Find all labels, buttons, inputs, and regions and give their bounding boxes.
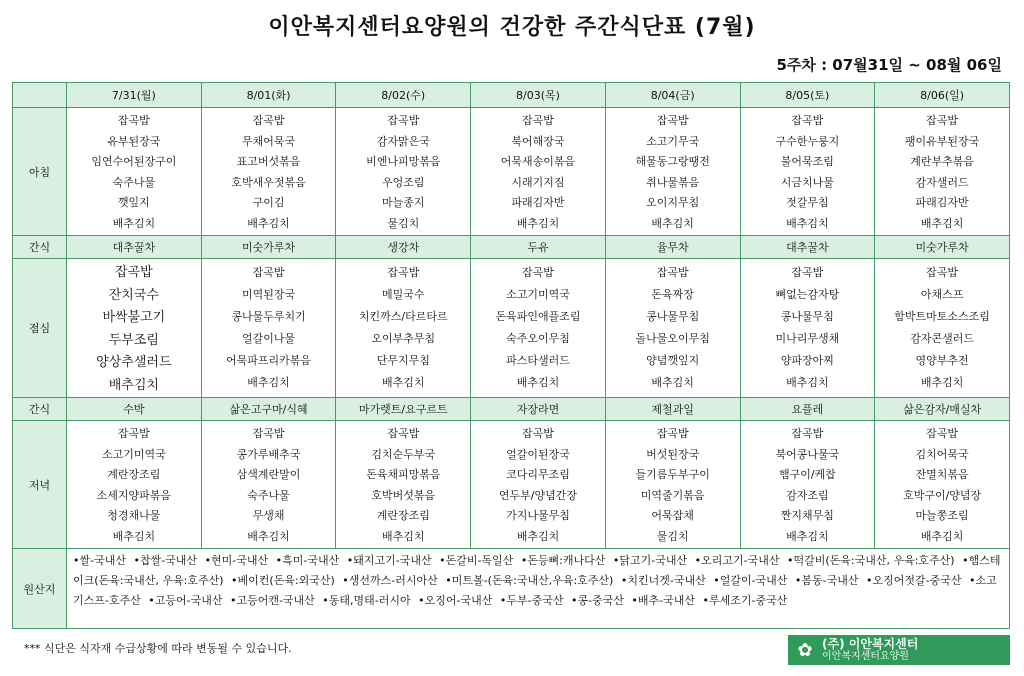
menu-item: 뼈없는감자탕 <box>775 288 840 301</box>
menu-item: 잡곡밥 <box>522 266 554 279</box>
menu-item: 해물동그랑땡전 <box>635 155 710 168</box>
menu-item: 버섯된장국 <box>646 447 700 461</box>
origin-item: •배추-국내산 <box>631 594 696 607</box>
menu-item: 짠지채무침 <box>780 509 834 522</box>
menu-item: 잡곡밥 <box>926 427 959 440</box>
center-logo <box>788 635 1010 665</box>
day-header-row <box>13 83 1010 108</box>
snack-item: 미숫가루차 <box>875 236 1010 259</box>
origin-item: •쌀-국내산 <box>73 554 126 567</box>
menu-item: 배추김치 <box>920 216 964 230</box>
menu-item: 잡곡밥 <box>252 266 285 279</box>
menu-item: 마늘종지 <box>382 196 425 209</box>
origin-item: •찹쌀-국내산 <box>133 554 198 567</box>
menu-item: 햄구이/케찹 <box>778 468 836 481</box>
menu-item: 잔멸치볶음 <box>915 468 969 481</box>
dinner-day-cell <box>201 421 336 549</box>
row-label-snack2: 간식 <box>13 398 67 421</box>
origin-item: •오징어젓갈-중국산 <box>866 574 962 587</box>
menu-item: 잡곡밥 <box>117 114 150 127</box>
logo-line1: (주) 이안복지센터 <box>822 637 919 651</box>
menu-item: 어묵잡채 <box>651 509 694 522</box>
menu-item: 미역줄기볶음 <box>640 488 705 502</box>
day-header: 8/01(화) <box>201 83 336 108</box>
menu-item: 계란장조림 <box>107 468 161 481</box>
lunch-row <box>13 259 1010 398</box>
snack-item: 미숫가루차 <box>201 236 336 259</box>
menu-item: 얼갈이된장국 <box>506 447 570 461</box>
lunch-day-cell <box>201 259 336 398</box>
menu-item: 잡곡밥 <box>522 114 554 127</box>
breakfast-day-cell <box>740 108 875 236</box>
menu-item: 어묵새송이볶음 <box>500 155 576 168</box>
menu-item: 깻잎지 <box>117 196 150 209</box>
menu-item: 함박트마토소스조림 <box>894 310 990 323</box>
lunch-day-cell <box>875 259 1010 398</box>
menu-item: 파스타샐러드 <box>506 354 570 367</box>
origin-item: •닭고기-국내산 <box>612 554 688 567</box>
menu-item: 감자조림 <box>786 488 829 502</box>
origin-item: •고등어-국내산 <box>148 594 223 607</box>
menu-item: 돌나물오이무침 <box>635 332 710 345</box>
breakfast-day-cell <box>471 108 606 236</box>
menu-item: 배추김치 <box>382 529 425 543</box>
lunch-day-cell <box>605 259 740 398</box>
menu-item: 잡곡밥 <box>252 114 285 127</box>
origin-item: •콩-중국산 <box>570 594 624 607</box>
snack2-row <box>13 398 1010 421</box>
origin-item: •동태,명태-러시아 <box>322 594 411 607</box>
menu-item: 김치어묵국 <box>915 447 969 461</box>
origin-item: •고등어캔-국내산 <box>229 594 315 607</box>
menu-item: 파래김자반 <box>915 196 969 209</box>
menu-item: 소고기무국 <box>646 134 700 148</box>
menu-item: 배추김치 <box>786 216 829 230</box>
menu-item: 배추김치 <box>786 529 829 543</box>
menu-item: 배추김치 <box>516 216 560 230</box>
week-period: 5주차 : 07월31일 ~ 08월 06일 <box>776 56 1002 74</box>
menu-item: 치킨까스/타르타르 <box>358 310 448 323</box>
lunch-day-cell <box>740 259 875 398</box>
menu-item: 배추김치 <box>516 376 560 389</box>
breakfast-day-cell <box>336 108 471 236</box>
menu-item: 잡곡밥 <box>656 266 689 279</box>
origin-item: •돼지고기-국내산 <box>346 554 432 567</box>
menu-item: 물김치 <box>387 216 420 230</box>
menu-item: 무채어묵국 <box>241 134 296 148</box>
row-label-breakfast: 아침 <box>13 108 67 236</box>
origin-row <box>13 549 1010 629</box>
snack-item: 생강차 <box>336 236 471 259</box>
menu-item: 불어묵조림 <box>780 155 834 168</box>
menu-item: 잡곡밥 <box>522 427 554 440</box>
snack-item: 제철과일 <box>605 398 740 421</box>
menu-item: 콩가루배추국 <box>236 447 301 461</box>
menu-item: 잡곡밥 <box>656 427 689 440</box>
dinner-day-cell <box>336 421 471 549</box>
menu-item: 단무지무침 <box>376 354 430 367</box>
menu-item: 코다리무조림 <box>506 468 570 481</box>
corner-cell <box>13 83 67 108</box>
menu-item: 잡곡밥 <box>791 266 824 279</box>
menu-item: 콩나물무침 <box>646 310 700 323</box>
menu-item: 시래기지짐 <box>511 175 565 189</box>
menu-item: 돈육채피망볶음 <box>366 468 441 481</box>
menu-item: 계란장조림 <box>376 509 430 522</box>
menu-item: 잡곡밥 <box>791 427 824 440</box>
menu-item: 물김치 <box>656 529 689 543</box>
snack-item: 마가렛트/요구르트 <box>336 398 471 421</box>
dinner-day-cell <box>875 421 1010 549</box>
menu-item: 팽이유부된장국 <box>904 134 980 148</box>
menu-item: 오이지무침 <box>646 196 700 209</box>
menu-item: 잡곡밥 <box>387 114 420 127</box>
row-label-origin: 원산지 <box>13 549 67 629</box>
menu-item: 배추김치 <box>112 216 156 230</box>
breakfast-day-cell <box>875 108 1010 236</box>
menu-item: 청경채나물 <box>107 509 161 522</box>
menu-item: 유부된장국 <box>107 134 161 148</box>
origin-item: •소고기스프-호주산 <box>73 574 997 607</box>
dinner-day-cell <box>67 421 202 549</box>
menu-item: 비엔나피망볶음 <box>366 155 441 168</box>
snack-item: 두유 <box>471 236 606 259</box>
menu-item: 잡곡밥 <box>252 427 285 440</box>
menu-item: 두부조림 <box>108 332 159 348</box>
menu-item: 아채스프 <box>920 288 964 301</box>
menu-item: 잡곡밥 <box>926 266 959 279</box>
menu-item: 파래김자반 <box>511 196 565 209</box>
day-header: 8/02(수) <box>336 83 471 108</box>
origin-item: •햄스테이크(돈육:국내산, 우육:호주산) <box>73 554 1001 587</box>
page-title: 이안복지센터요양원의 건강한 주간식단표 (7월) <box>268 15 756 40</box>
menu-item: 배추김치 <box>382 376 425 389</box>
menu-item: 구수한누룽지 <box>775 134 840 148</box>
row-label-lunch: 점심 <box>13 259 67 398</box>
menu-item: 시금치나물 <box>780 175 834 189</box>
menu-item: 배추김치 <box>651 376 694 389</box>
menu-item: 배추김치 <box>112 529 156 543</box>
origin-item: •생선까스-러시아산 <box>342 574 438 587</box>
logo-mark-icon: ✿ <box>797 639 813 661</box>
origin-item: •봄동-국내산 <box>794 574 859 587</box>
menu-item: 감자콘샐러드 <box>910 332 974 345</box>
origin-item: •현미-국내산 <box>204 554 269 567</box>
dinner-day-cell <box>740 421 875 549</box>
dinner-day-cell <box>471 421 606 549</box>
origin-item: •베이컨(돈육:외국산) <box>231 574 335 587</box>
day-header: 8/06(일) <box>875 83 1010 108</box>
menu-item: 소고기미역국 <box>506 288 570 301</box>
breakfast-day-cell <box>67 108 202 236</box>
menu-item: 콩나물무침 <box>780 310 834 323</box>
lunch-day-cell <box>336 259 471 398</box>
notice-text: *** 식단은 식자재 수급상황에 따라 변동될 수 있습니다. <box>24 642 292 655</box>
snack-item: 율무차 <box>605 236 740 259</box>
origin-item: •루세조기-중국산 <box>702 594 788 607</box>
menu-item: 미나리무생채 <box>775 332 840 345</box>
menu-item: 배추김치 <box>516 529 560 543</box>
menu-item: 취나물볶음 <box>646 175 700 189</box>
menu-item: 가지나물무침 <box>506 509 570 522</box>
origin-item: •흑미-국내산 <box>275 554 340 567</box>
menu-item: 우엉조림 <box>382 175 425 189</box>
menu-item: 북어콩나물국 <box>775 447 840 461</box>
snack-item: 자장라면 <box>471 398 606 421</box>
lunch-day-cell <box>67 259 202 398</box>
menu-item: 배추김치 <box>786 376 829 389</box>
menu-item: 마늘쫑조림 <box>915 509 969 522</box>
menu-item: 얼갈이나물 <box>241 332 296 345</box>
menu-item: 영양부추전 <box>915 354 969 367</box>
origin-item: •돈갈비-독일산 <box>439 554 514 567</box>
snack-item: 대추꿀차 <box>67 236 202 259</box>
menu-item: 표고버섯볶음 <box>236 155 301 168</box>
menu-item: 호박새우젓볶음 <box>231 175 306 189</box>
menu-item: 젓갈무침 <box>786 196 829 209</box>
origin-item: •얼갈이-국내산 <box>713 574 788 587</box>
menu-item: 어묵파프리카볶음 <box>226 354 312 367</box>
menu-item: 배추김치 <box>247 376 290 389</box>
menu-item: 콩나물두루치기 <box>231 310 306 323</box>
menu-item: 감자샐러드 <box>915 175 969 189</box>
menu-item: 들기름두부구이 <box>635 468 710 481</box>
menu-item: 무생채 <box>252 509 285 522</box>
snack-item: 대추꿀차 <box>740 236 875 259</box>
menu-item: 메밀국수 <box>382 288 425 301</box>
menu-item: 삼색계란말이 <box>236 468 301 481</box>
menu-item: 구이김 <box>252 196 285 209</box>
day-header: 8/03(목) <box>471 83 606 108</box>
menu-item: 오이부추무침 <box>371 332 436 345</box>
breakfast-day-cell <box>605 108 740 236</box>
menu-item: 계란부추볶음 <box>910 155 974 168</box>
menu-item: 배추김치 <box>651 216 694 230</box>
origin-list <box>67 549 1010 629</box>
menu-item: 잡곡밥 <box>387 427 420 440</box>
logo-line2: 이안복지센터요양원 <box>822 651 909 662</box>
menu-item: 숙주나물 <box>247 488 290 502</box>
dinner-row <box>13 421 1010 549</box>
menu-table <box>12 82 1010 629</box>
dinner-day-cell <box>605 421 740 549</box>
origin-item: •돈등뼈:캐나다산 <box>520 554 606 567</box>
menu-item: 양상추샐러드 <box>96 355 172 370</box>
snack-item: 수박 <box>67 398 202 421</box>
day-header: 8/04(금) <box>605 83 740 108</box>
menu-item: 김치순두부국 <box>371 447 436 461</box>
origin-item: •치킨너겟-국내산 <box>620 574 706 587</box>
breakfast-day-cell <box>201 108 336 236</box>
menu-item: 돈육파인애플조림 <box>495 310 581 323</box>
menu-item: 양념깻잎지 <box>646 354 700 367</box>
day-header: 8/05(토) <box>740 83 875 108</box>
breakfast-row <box>13 108 1010 236</box>
menu-item: 잡곡밥 <box>791 114 824 127</box>
origin-item: •떡갈비(돈육:국내산, 우육:호주산) <box>786 554 955 567</box>
menu-item: 배추김치 <box>920 376 964 389</box>
menu-item: 잡곡밥 <box>117 427 150 440</box>
menu-item: 호박구이/양념장 <box>903 488 982 502</box>
menu-item: 배추김치 <box>247 216 290 230</box>
menu-item: 숙주나물 <box>112 175 156 189</box>
snack-item: 삶은감자/매실차 <box>875 398 1010 421</box>
day-header: 7/31(월) <box>67 83 202 108</box>
menu-item: 배추김치 <box>920 529 964 543</box>
menu-item: 감자맑은국 <box>376 134 430 148</box>
origin-item: •두부-중국산 <box>499 594 564 607</box>
menu-item: 잡곡밥 <box>115 265 153 280</box>
snack-item: 요플레 <box>740 398 875 421</box>
origin-item: •오리고기-국내산 <box>694 554 780 567</box>
row-label-snack1: 간식 <box>13 236 67 259</box>
menu-item: 호박버섯볶음 <box>371 488 436 502</box>
menu-item: 숙주오이무침 <box>506 332 570 345</box>
menu-item: 바싹불고기 <box>102 310 166 325</box>
menu-item: 북어해장국 <box>511 134 565 148</box>
menu-item: 배추김치 <box>247 529 290 543</box>
menu-item: 잡곡밥 <box>656 114 689 127</box>
origin-item: •미트볼-(돈육:국내산,우육:호주산) <box>445 574 614 587</box>
snack1-row <box>13 236 1010 259</box>
menu-item: 배추김치 <box>108 377 159 393</box>
menu-item: 잔치국수 <box>108 287 159 303</box>
snack-item: 삶은고구마/식혜 <box>201 398 336 421</box>
origin-item: •오징어-국내산 <box>418 594 493 607</box>
menu-item: 돈육짜장 <box>651 288 694 301</box>
menu-item: 임연수어된장구이 <box>91 155 177 168</box>
menu-item: 양파장아찌 <box>780 354 834 367</box>
menu-item: 연두부/양념간장 <box>498 488 577 502</box>
menu-item: 잡곡밥 <box>387 266 420 279</box>
row-label-dinner: 저녁 <box>13 421 67 549</box>
menu-item: 소세지양파볶음 <box>96 488 172 502</box>
menu-item: 미역된장국 <box>241 288 296 301</box>
lunch-day-cell <box>471 259 606 398</box>
menu-item: 잡곡밥 <box>926 114 959 127</box>
menu-item: 소고기미역국 <box>101 447 166 461</box>
